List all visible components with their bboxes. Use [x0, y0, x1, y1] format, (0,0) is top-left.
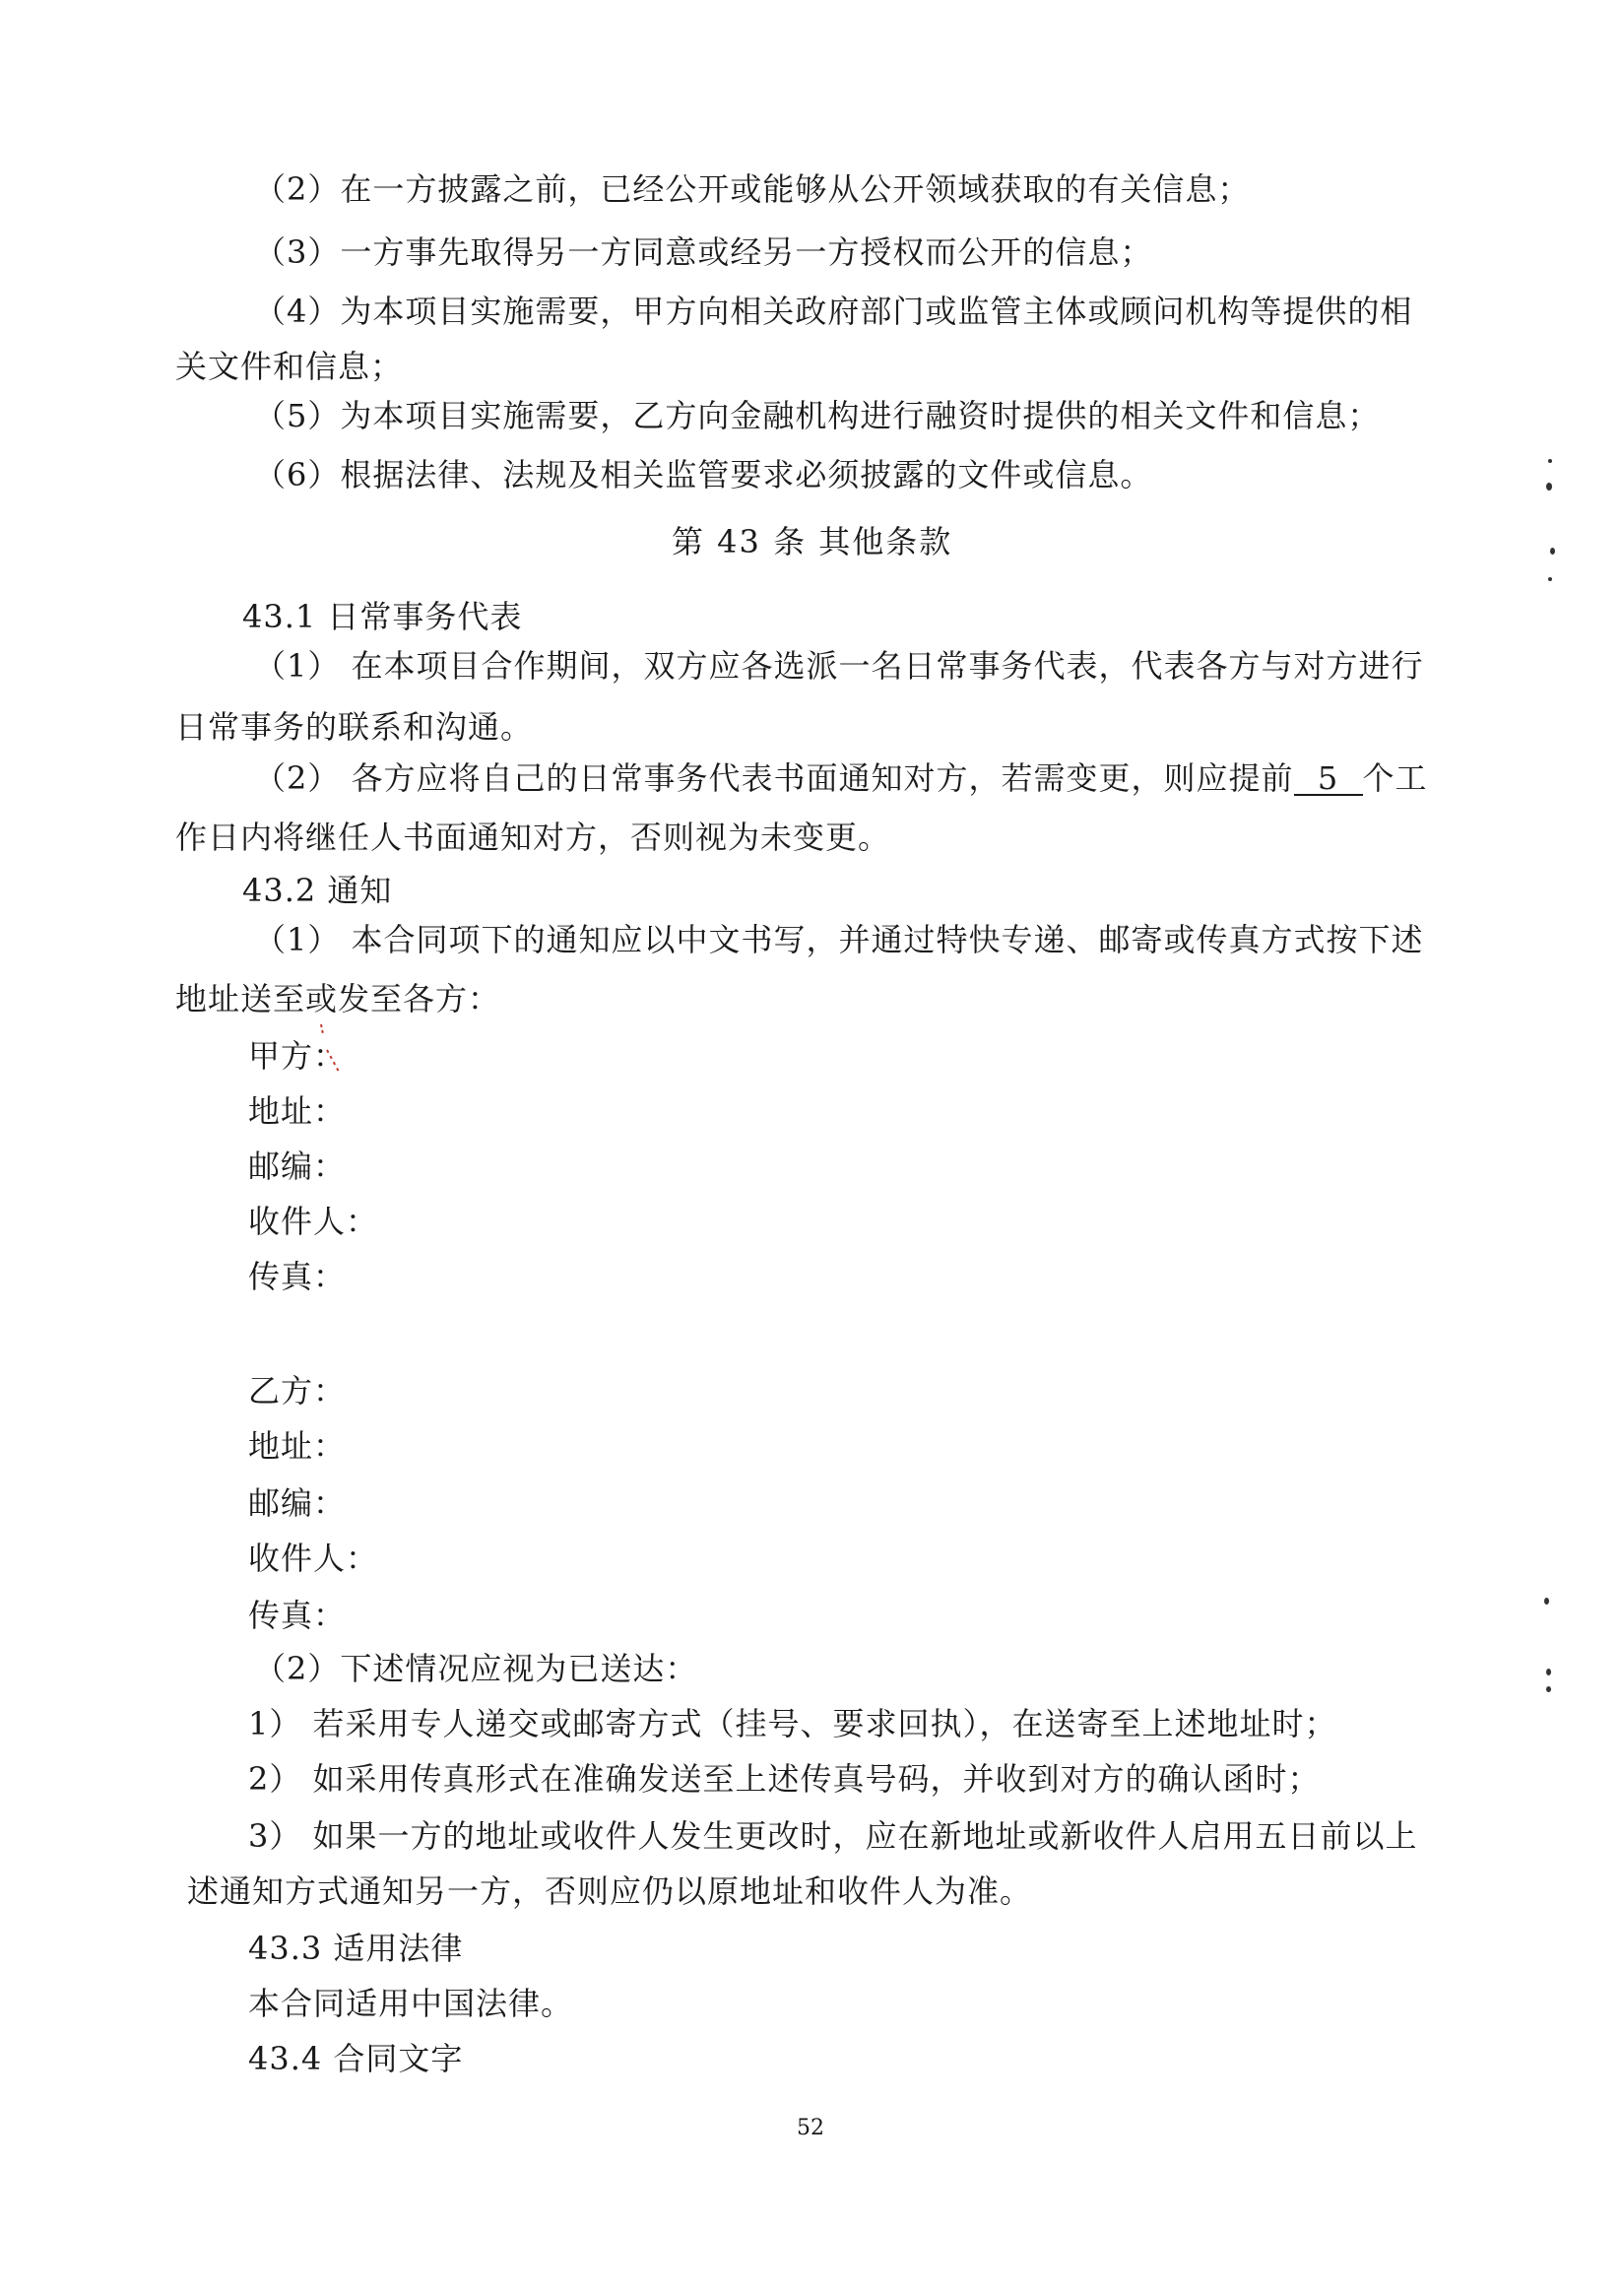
section-43-2-item-2: （2）下述情况应视为已送达： — [254, 1650, 698, 1687]
section-43-1-item-2-cont: 作日内将继任人书面通知对方，否则视为未变更。 — [175, 819, 891, 856]
delivery-condition-2: 2） 如采用传真形式在准确发送至上述传真号码，并收到对方的确认函时； — [248, 1760, 1321, 1798]
article-title: 第 43 条 其他条款 — [672, 523, 953, 560]
scan-mark — [1546, 1669, 1551, 1675]
delivery-condition-1: 1） 若采用专人递交或邮寄方式（挂号、要求回执），在送寄至上述地址时； — [248, 1705, 1337, 1742]
paragraph-item-4-cont: 关文件和信息； — [175, 348, 404, 385]
party-a-label: 甲方： — [248, 1037, 347, 1075]
section-43-3-text: 本合同适用中国法律。 — [248, 1985, 574, 2022]
notice-days-value: 5 — [1294, 762, 1363, 796]
paragraph-item-2: （2）在一方披露之前，已经公开或能够从公开领域获取的有关信息； — [254, 170, 1251, 208]
party-a-fax-label: 传真： — [248, 1258, 347, 1295]
scan-mark — [1546, 483, 1552, 491]
section-43-1-title: 43.1 日常事务代表 — [242, 598, 523, 635]
party-b-postcode-label: 邮编： — [248, 1484, 347, 1522]
section-43-2-title: 43.2 通知 — [242, 872, 393, 909]
paragraph-item-5: （5）为本项目实施需要，乙方向金融机构进行融资时提供的相关文件和信息； — [254, 397, 1381, 434]
section-43-1-item-1: （1） 在本项目合作期间，双方应各选派一名日常事务代表，代表各方与对方进行 — [254, 647, 1424, 685]
party-a-postcode-label: 邮编： — [248, 1148, 347, 1185]
party-b-label: 乙方： — [248, 1372, 347, 1410]
scan-mark — [1550, 548, 1555, 555]
section-43-1-item-1-cont: 日常事务的联系和沟通。 — [175, 708, 534, 746]
paragraph-item-4: （4）为本项目实施需要，甲方向相关政府部门或监管主体或顾问机构等提供的相 — [254, 293, 1413, 330]
section-43-2-item-1-cont: 地址送至或发至各方： — [175, 980, 501, 1017]
section-43-2-item-1: （1） 本合同项下的通知应以中文书写，并通过特快专递、邮寄或传真方式按下述 — [254, 921, 1424, 958]
delivery-condition-3-cont: 述通知方式通知另一方，否则应仍以原地址和收件人为准。 — [187, 1872, 1033, 1910]
party-b-fax-label: 传真： — [248, 1597, 347, 1634]
section-43-1-item-2-text: （2） 各方应将自己的日常事务代表书面通知对方，若需变更，则应提前 — [254, 759, 1294, 797]
section-43-3-title: 43.3 适用法律 — [248, 1930, 464, 1967]
party-a-recipient-label: 收件人： — [248, 1203, 379, 1240]
section-43-1-item-2 — [254, 758, 1428, 798]
red-pen-mark — [317, 1022, 357, 1082]
party-a-address-label: 地址： — [248, 1092, 347, 1130]
scan-mark — [1546, 1686, 1551, 1692]
party-b-address-label: 地址： — [248, 1427, 347, 1465]
party-b-recipient-label: 收件人： — [248, 1540, 379, 1577]
delivery-condition-3: 3） 如果一方的地址或收件人发生更改时，应在新地址或新收件人启用五日前以上 — [248, 1817, 1418, 1855]
page-number: 52 — [797, 2116, 824, 2140]
paragraph-item-6: （6）根据法律、法规及相关监管要求必须披露的文件或信息。 — [254, 456, 1153, 493]
section-43-1-item-2-suffix: 个工 — [1362, 759, 1428, 797]
scan-mark — [1544, 1598, 1549, 1605]
paragraph-item-3: （3）一方事先取得另一方同意或经另一方授权而公开的信息； — [254, 233, 1153, 271]
scan-mark — [1548, 577, 1552, 581]
section-43-4-title: 43.4 合同文字 — [248, 2040, 464, 2077]
scan-mark — [1548, 459, 1552, 463]
